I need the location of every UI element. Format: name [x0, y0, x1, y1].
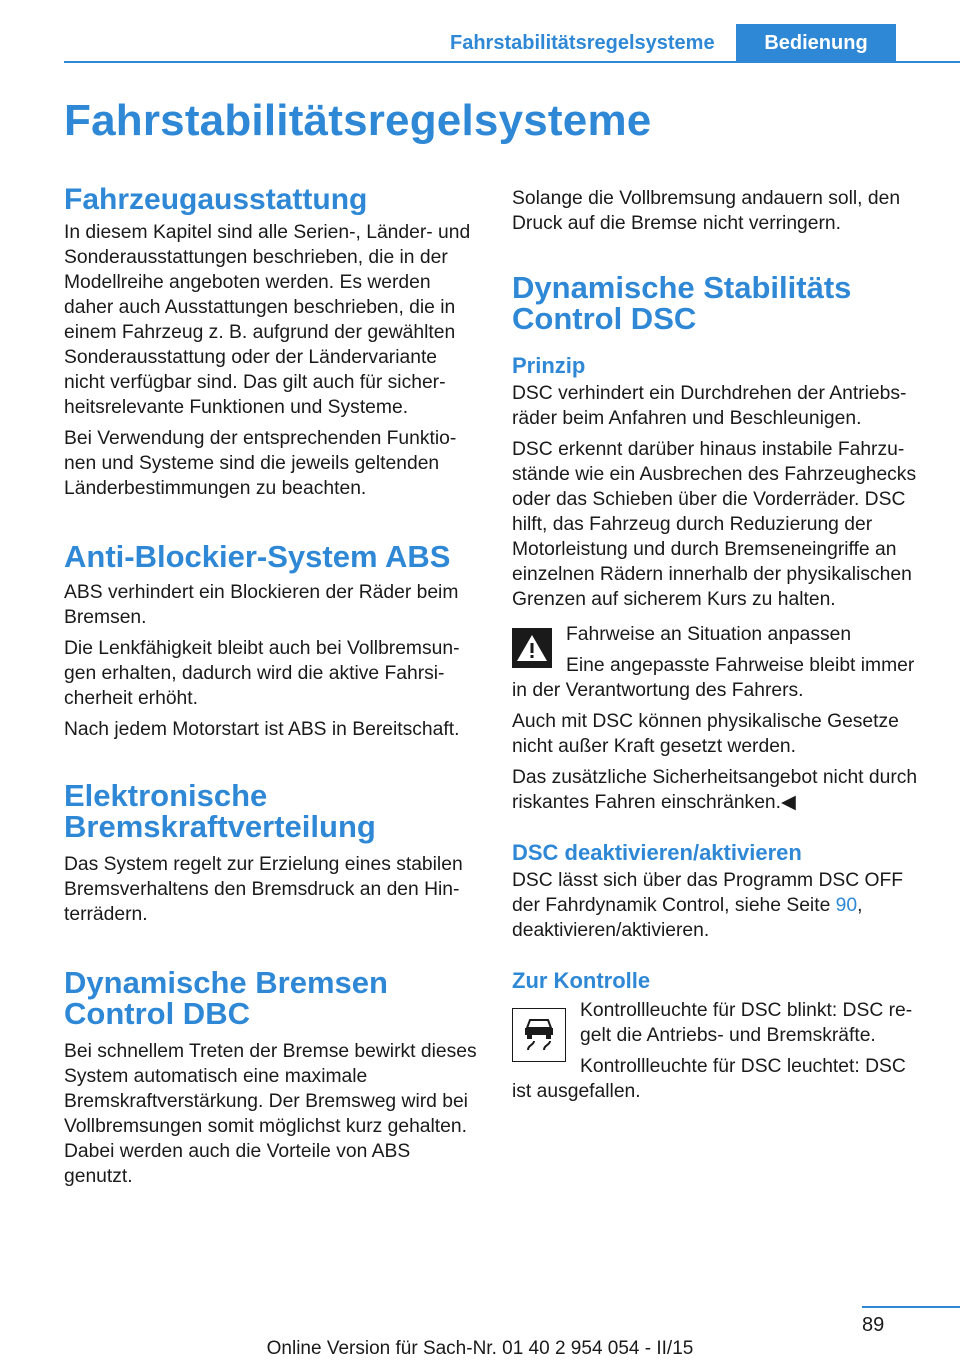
ebv-paragraph-1: Das System regelt zur Erzielung eines stabilen Bremsverhaltens den Bremsdruck an den Hinterrädern.	[64, 854, 463, 925]
dsc-deactivate-paragraph	[512, 868, 928, 943]
footer-text: Online Version für Sach-Nr. 01 40 2 954 054 - II/15	[266, 1338, 694, 1359]
control-paragraph-2: Kontrollleuchte für DSC leuchtet: DSC ist ausgefallen.	[512, 1056, 906, 1102]
warning-triangle-icon	[512, 628, 552, 668]
heading-dsc-line-1: Dynamische Stabilitäts	[512, 270, 852, 305]
control-paragraph-1: Kontrollleuchte für DSC blinkt: DSC regelt die Antriebs- und Bremskräfte.	[580, 1000, 913, 1046]
right-column	[512, 186, 928, 1110]
dsc-paragraph-1: DSC verhindert ein Durchdrehen der Antriebsräder beim Anfahren und Beschleunigen.	[512, 383, 907, 429]
braking-continuation-paragraph: Solange die Vollbremsung andauern soll, den Druck auf die Bremse nicht verringern.	[512, 188, 901, 234]
page-number: 89	[862, 1314, 885, 1336]
footer-rule	[862, 1306, 960, 1308]
equipment-paragraph-1: In diesem Kapitel sind alle Serien-, Länder- und Sonderausstattungen beschrieben, die in der Modellreihe angeboten werden. Es werden daher auch Ausstattungen beschrieben, die in einem Fahrzeug z. B. aufgrund der gewählten Sonderausstattung oder der Ländervariante nicht verfügbar sind. Das gilt auch für sicherheitsrelevante Funktionen und Systeme.	[64, 222, 471, 418]
heading-ebv-line-1: Elektronische	[64, 778, 268, 813]
warning-paragraph-3: Das zusätzliche Sicherheitsangebot nicht durch riskantes Fahren einschränken.◀	[512, 767, 918, 813]
warning-text: Eine angepasste Fahrweise bleibt immer in der Verantwortung des Fahrers.	[512, 655, 915, 701]
equipment-paragraph-2: Bei Verwendung der entsprechenden Funktionen und Systeme sind die jeweils geltenden Länderbestimmungen zu beachten.	[64, 428, 457, 499]
left-column	[64, 184, 482, 1195]
heading-ebv-line-2: Bremskraftverteilung	[64, 809, 376, 844]
control-block	[512, 998, 928, 1104]
abs-paragraph-2: Die Lenkfähigkeit bleibt auch bei Vollbremsungen erhalten, dadurch wird die aktive Fahrsicherheit erhöht.	[64, 638, 460, 709]
heading-dsc-deactivate: DSC deaktivieren/aktivieren	[512, 840, 802, 865]
heading-equipment: Fahrzeugausstattung	[64, 183, 368, 216]
dbc-paragraph-1: Bei schnellem Treten der Bremse bewirkt dieses System automatisch eine maximale Bremskraftverstärkung. Der Bremsweg wird bei Vollbremsungen somit möglichst kurz gehalten. Dabei werden auch die Vorteile von ABS genutzt.	[64, 1041, 477, 1187]
dsc-indicator-icon	[512, 1008, 566, 1062]
warning-block	[512, 622, 928, 815]
dsc-icon-box	[512, 1008, 566, 1062]
page-title: Fahrstabilitätsregelsysteme	[64, 96, 652, 145]
header-rule	[64, 61, 960, 63]
heading-dbc-line-1: Dynamische Bremsen	[64, 965, 388, 1000]
heading-dbc	[64, 967, 482, 1029]
heading-principle: Prinzip	[512, 353, 586, 378]
heading-ebv	[64, 780, 482, 842]
heading-dsc	[512, 272, 928, 334]
dsc-deactivate-text-before: DSC lässt sich über das Programm DSC OFF der Fahrdynamik Control, siehe Seite	[512, 870, 904, 916]
heading-dbc-line-2: Control DBC	[64, 996, 250, 1031]
header-chapter-tab[interactable]: Bedienung	[736, 24, 896, 62]
warning-title: Fahrweise an Situation anpassen	[566, 624, 852, 645]
header-section-tab[interactable]: Fahrstabilitätsregelsysteme	[450, 32, 715, 54]
abs-paragraph-3: Nach jedem Motorstart ist ABS in Bereitschaft.	[64, 719, 460, 740]
heading-abs: Anti-Blockier-System ABS	[64, 539, 451, 574]
warning-icon-box	[512, 628, 552, 668]
abs-paragraph-1: ABS verhindert ein Blockieren der Räder beim Bremsen.	[64, 582, 459, 628]
page-90-link[interactable]: 90	[835, 895, 858, 916]
warning-paragraph-2: Auch mit DSC können physikalische Gesetze nicht außer Kraft gesetzt werden.	[512, 711, 899, 757]
dsc-paragraph-2: DSC erkennt darüber hinaus instabile Fahrzustände wie ein Ausbrechen des Fahrzeughecks oder das Schieben über die Vorderräder. DSC hilft, das Fahrzeug durch Reduzierung der Motorleistung und durch Bremseneingriffe an einzelnen Rädern innerhalb der physikalischen Grenzen auf sicherem Kurs zu halten.	[512, 439, 917, 610]
heading-dsc-line-2: Control DSC	[512, 301, 697, 336]
heading-control: Zur Kontrolle	[512, 968, 651, 993]
dsc-deactivate-text-after: , deaktivieren/aktivieren.	[512, 895, 863, 941]
